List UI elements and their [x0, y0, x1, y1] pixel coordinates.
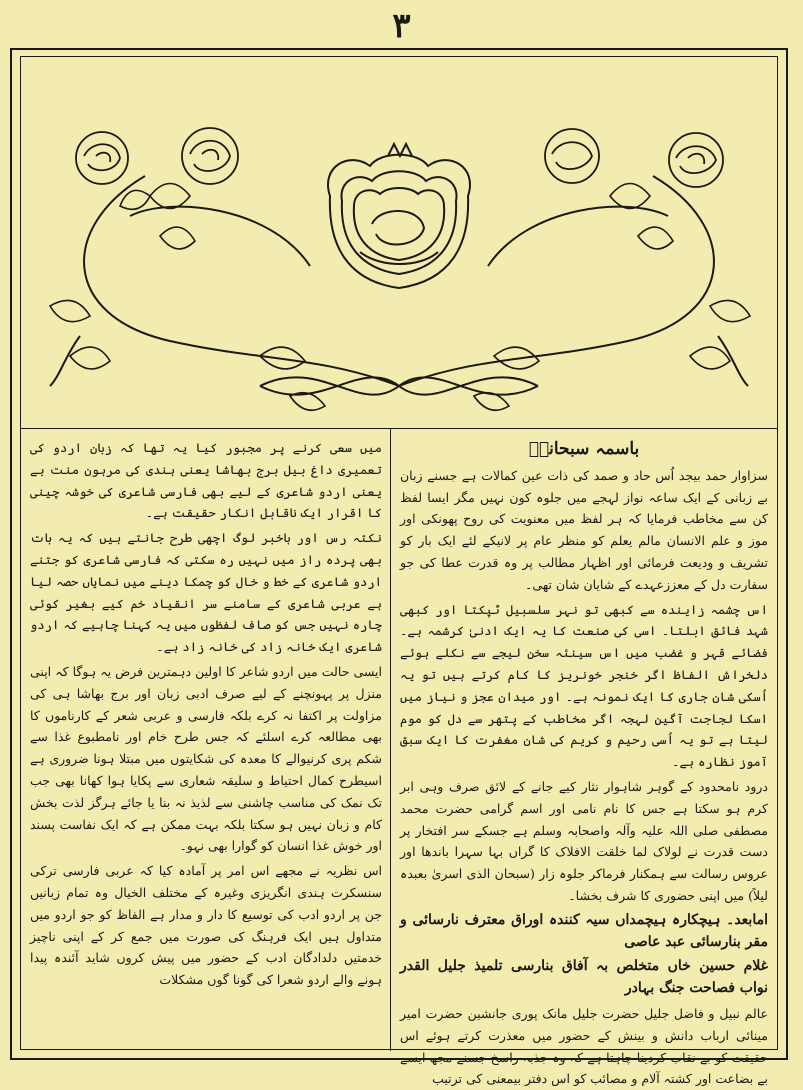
rose-vine-ornament	[20, 56, 778, 426]
text-columns	[20, 428, 778, 1087]
rose-icon	[76, 128, 723, 187]
right-paragraph: درود نامحدود کے گوہر شاہوار نثار کیے جانے کے لائق صرف وہی ابر کرم ہو سکتا ہے جس کا نام نامی اور اسم گرامی حضرت محمد مصطفی صلی اللہ علیہ وآلہ واصحابہ وسلم ہے جسکے سر افتخار پر دست قدرت نے لولاک لما خلقت الافلاک کا گراں بہا سہرا باندھا اور عروس رسالت سے ہمکنار فرماکر جلوہ زار (سبحان الذی اسریٰ بعبدہ لیلاً) میں اپنی حضوری کا شرف بخشا۔	[400, 778, 768, 903]
right-column	[400, 437, 768, 1087]
left-paragraph: ایسی حالت میں اردو شاعر کا اولین دہمترین فرض یہ ہوگا کہ اپنی منزل پر پہونچنے کے لیے صرف ادبی زبان اور برج بھاشا ہی کی مزاولت پر اکتفا نہ کرے بلکہ فارسی و عربی شعر کے کارناموں کا بھی مطالعہ کرے اسلئے کہ جس طرح خام اور نامطبوع غذا سے شکم پری کرنیوالے کا معدہ کی شکایتوں میں مبتلا ہونا ضروری ہے اسیطرح کمال احتیاط و سلیقہ شعاری سے پکایا ہوا کھانا بھی جب تک نمک کی مناسب چاشنی سے لذیذ نہ بنا یا جائے ہرگز لذت بخش کام و زبان نہیں ہو سکتا بلکہ بہت ممکن ہے کہ ایک نفاست پسند اور خوش غذا انسان کو گوارا بھی نہو۔	[30, 663, 382, 854]
right-column-heading: باسمہ سبحانہٗ	[528, 439, 640, 459]
page-number: ۳	[392, 6, 411, 46]
author-line: غلام حسین خاں متخلص بہ آفاق بنارسی تلمیذ جلیل القدر نواب فصاحت جنگ بہادر	[400, 958, 768, 997]
left-paragraph: میں سعی کرنے پر مجبور کیا یہ تھا کہ زبان اردو کی تعمیری داغ بیل برج بھاشا یعنی ہندی کی مرہون منت ہے یعنی اردو شاعری کے لیے بھی فارسی شاعری کی خوشہ چینی کا اقرار ایک ناقابل انکار حقیقت ہے۔	[30, 440, 382, 521]
section-heading: امابعد۔ ہیچکارہ ہیچمداں سیہ کنندہ اوراق معترف نارسائی و مقر بنارسائی عبد عاصی	[400, 911, 768, 950]
column-divider	[390, 429, 391, 1051]
crown-calligraphy-emblem	[328, 144, 470, 288]
left-column	[30, 437, 382, 1043]
right-paragraph: سزاوار حمد بیجد اُس حاد و صمد کی ذات عین کمالات ہے جسنے زبان بے زبانی کے ایک ساعہ نواز لہجے میں جلوہ کون نہیں مگر ایسا لفظ کن سے مخاطب فرمایا کہ ہر لفظ میں معنویت کی روح پھونکی اور موز و علم الانسان مالم یعلم کو منظر عام پر لانیکے لئے ایک بار کو تشریف و ودیعت فرمائی اور اظہار مطالب پر وہ قدرت عطا کی جو سفارت دل کے معززعہدے کے شایان شان تھی۔	[400, 467, 768, 592]
left-paragraph: نکتہ رس اور باخبر لوگ اچھی طرح جانتے ہیں کہ یہ بات بھی پردہ راز میں نہیں رہ سکتی کہ فارسی شاعری کو جتنے اردو شاعری کے خط و خال کو چمکا دینے میں نمایاں حصہ لیا ہے عربی شاعری کے سامنے سر انقیاد خم کیے بغیر کوئی چارہ نہیں جس کو صاف لفظوں میں یہ کہنا چاہیے کہ اردو شاعری ایک خانہ زاد کی خانہ زاد ہے۔	[30, 530, 382, 655]
left-paragraph: اس نظریہ نے مجھے اس امر پر آمادہ کیا کہ عربی فارسی ترکی سنسکرت ہندی انگریزی وغیرہ کے مختلف الخیال وہ تمام زبانیں جن پر اردو ادب کی توسیع کا دار و مدار ہے الفاظ کو جو اردو میں متداول ہیں ایک فرہنگ کی صورت میں جمع کر کے اپنی ناچیز خدمتیں دلدادگان ادب کے حضور میں پیش کروں شاید آئندہ پیدا ہونے والے اردو شعرا کی گونا گوں مشکلات	[30, 863, 382, 988]
right-paragraph: اس چشمہ زاینده سے کبھی تو نہر سلسبیل ٹپکتا اور کبھی شہد فائق ابلتا۔ اسی کی صنعت کا یہ ایک ادنیٰ کرشمہ ہے۔ فضائے قہر و غضب میں اس سینئہ سخن لیجے سے نکلے ہوئے دلخراش الفاظ اگر خنجر خونریز کا کام کرتے ہیں تو یہ اُسکی شان جاری کا ایک نمونہ ہے۔ اور میدان عجز و نیاز میں اسکا لجاجت آگین لہجہ اگر مخاطب کے پتھر سے دل کو موم لیتا ہے تو یہ اُسی رحیم و کریم کی شان مغفرت کا ایک سبق آموز نظارہ ہے۔	[400, 601, 768, 770]
closing-paragraph: عالم نبیل و فاضل جلیل حضرت جلیل مانک پوری جانشین حضرت امیر مینائی ارباب دانش و بینش کے حضور میں معذرت کرتے ہوئے اس حقیقت کو بے نقاب کردینا چاہتا ہے کہ وہ جذبہ راسخ جسنے مجھ ایسے بے بضاعت اور کشتہ آلام و مصائب کو اس دفتر بیمعنی کی ترتیب	[400, 1005, 768, 1087]
